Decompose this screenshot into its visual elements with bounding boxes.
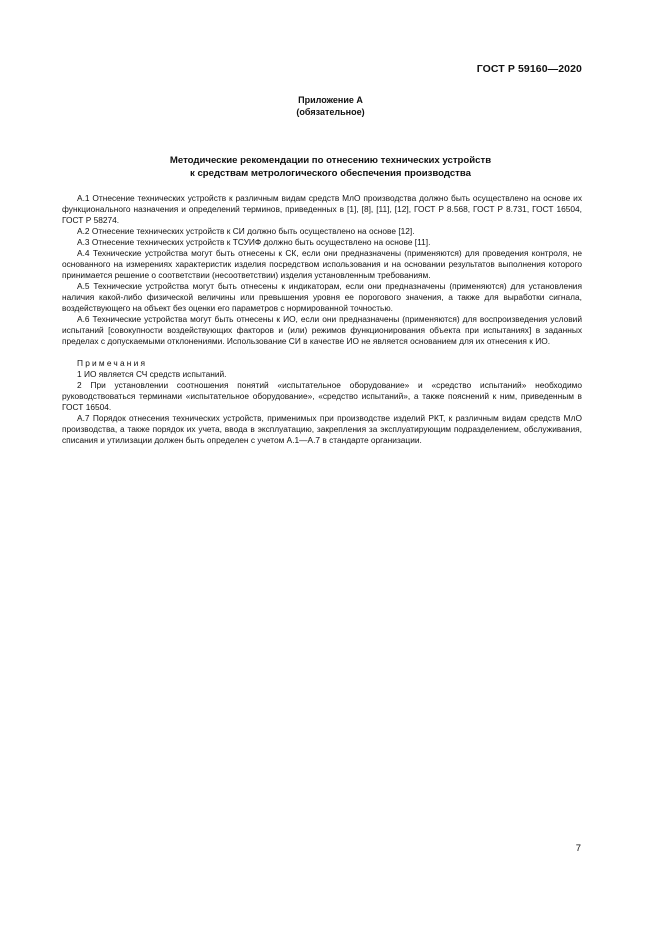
paragraph-a6: А.6 Технические устройства могут быть отнесены к ИО, если они предназначены (применяются) для воспроизведения условий испытаний [совокупности воздействующих факторов и (или) режимов функционирования объекта при испытаниях] в заданных пределах с допускаемыми отклонениями. Использование СИ в качестве ИО не является основанием для их отнесения к ИО. — [62, 314, 582, 346]
section-title-line-1: Методические рекомендации по отнесению технических устройств — [169, 155, 492, 166]
appendix-title: Приложение А — [298, 95, 363, 105]
paragraph-a5: А.5 Технические устройства могут быть отнесены к индикаторам, если они предназначены (применяются) для установления наличия какой-либо физической величины или превышения уровня ее порогового значения, а также для выработки сигнала, воздействующего на объект без оценки его параметров с нормированной точностью. — [62, 281, 582, 313]
appendix-status: (обязательное) — [296, 107, 365, 117]
note-2: 2 При установлении соотношения понятий «испытательное оборудование» и «средство испытаний» необходимо руководствоваться терминами «испытательное оборудование», «средство испытаний», а также пояснений к ним, приведенным в ГОСТ 16504. — [62, 380, 582, 412]
paragraph-a3: А.3 Отнесение технических устройств к ТСУИФ должно быть осуществлено на основе [11]. — [77, 237, 431, 247]
section-title-line-2: к средствам метрологического обеспечения производства — [190, 167, 471, 179]
paragraph-a2: А.2 Отнесение технических устройств к СИ должно быть осуществлено на основе [12]. — [77, 226, 415, 236]
document-body — [62, 193, 582, 446]
paragraph-a4: А.4 Технические устройства могут быть отнесены к СК, если они предназначены (применяются) для проведения контроля, не основанного на измерениях характеристик изделия посредством использования и на основании результатов выполнения которого принимается решение о соответствии (несоответствии) изделия установленным требованиям. — [62, 248, 582, 280]
section-title — [0, 155, 661, 180]
note-1: 1 ИО является СЧ средств испытаний. — [77, 369, 227, 379]
standard-code: ГОСТ Р 59160—2020 — [476, 63, 582, 75]
appendix-heading — [0, 94, 661, 118]
paragraph-a1: А.1 Отнесение технических устройств к различным видам средств МлО производства должно быть осуществлено на основе их функционального назначения и определений терминов, приведенных в [1], [8], [11], [12], ГОСТ Р 8.568, ГОСТ Р 8.731, ГОСТ 16504, ГОСТ Р 58274. — [62, 193, 582, 225]
page-number: 7 — [575, 843, 581, 854]
paragraph-a7: А.7 Порядок отнесения технических устройств, применимых при производстве изделий РКТ, к различным видам средств МлО производства, а также порядок их учета, ввода в эксплуатацию, закрепления за эксплуатирующим подразделением, обслуживания, списания и утилизации должен быть определен с учетом А.1—А.7 в стандарте организации. — [62, 413, 582, 445]
notes-heading: Примечания — [77, 358, 148, 368]
